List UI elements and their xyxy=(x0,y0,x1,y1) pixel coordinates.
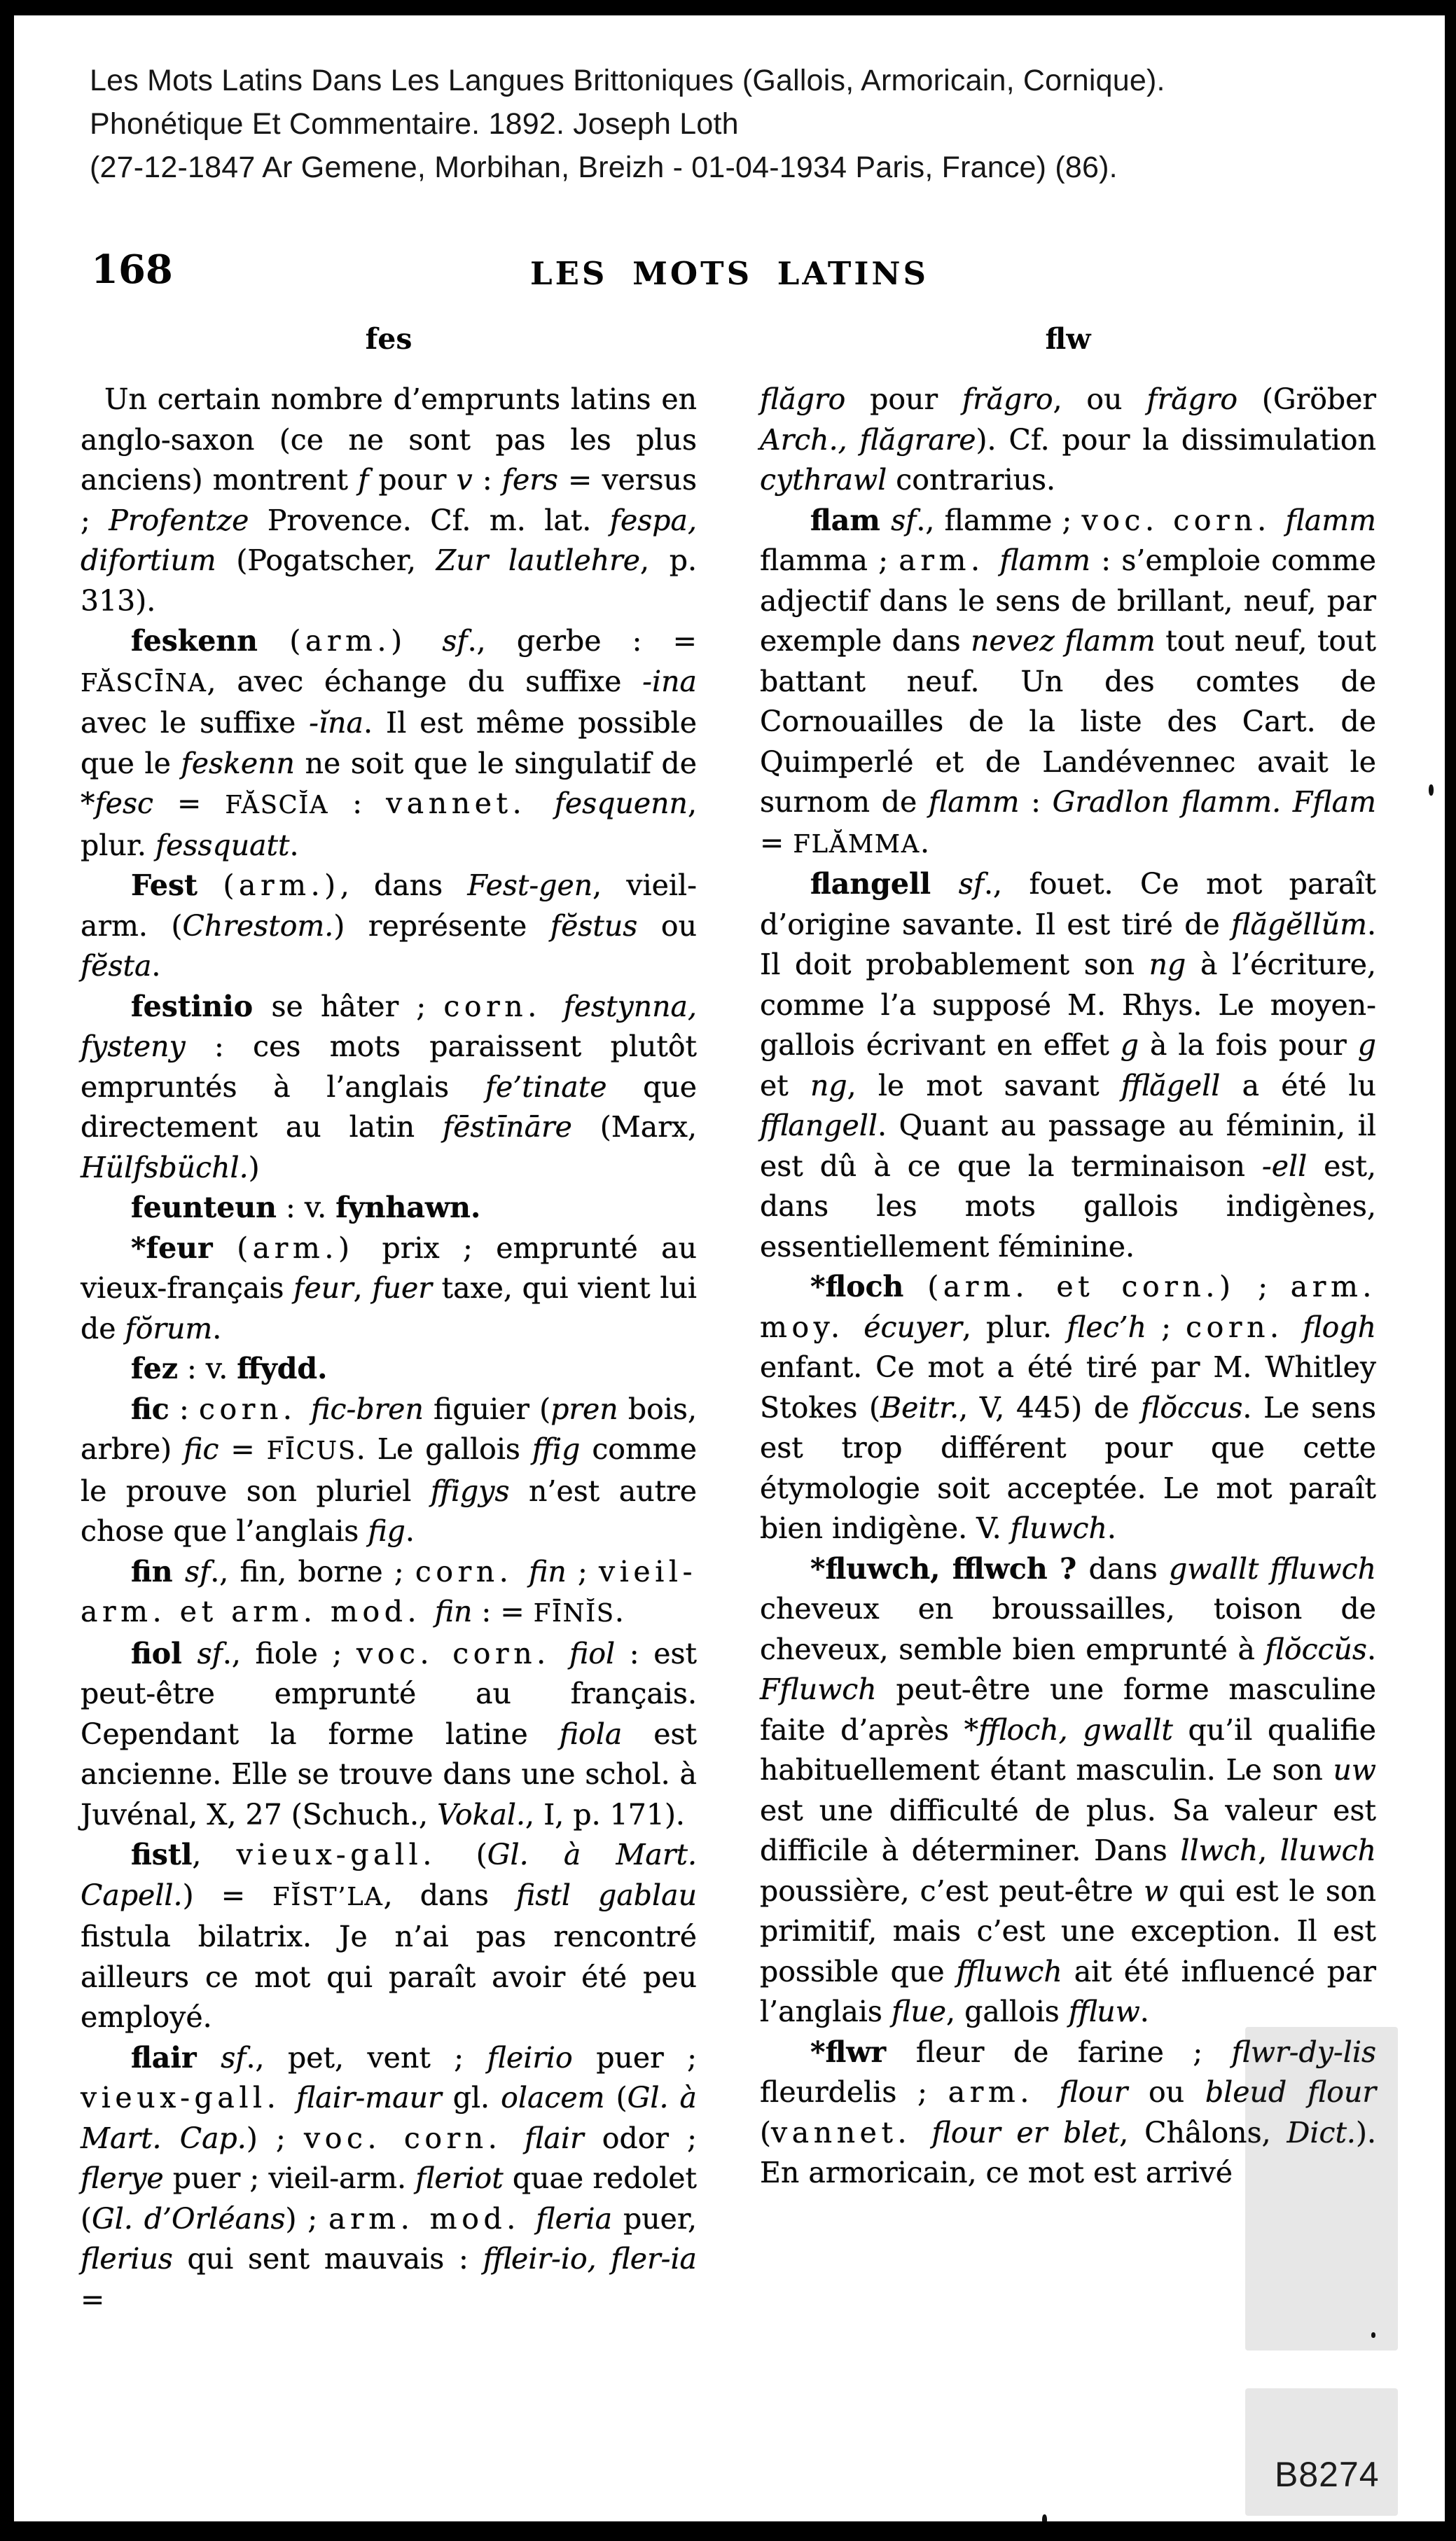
text-run: : xyxy=(328,787,387,820)
text-run: flerius xyxy=(81,2242,173,2276)
text-run: sf xyxy=(958,867,985,901)
text-run: pour xyxy=(845,382,962,416)
ink-speck xyxy=(1429,784,1434,796)
text-run: feur xyxy=(293,1271,354,1305)
text-run: f xyxy=(358,463,369,497)
text-run: . xyxy=(212,1311,222,1345)
text-run: = xyxy=(760,825,793,859)
text-run: fig xyxy=(368,1514,405,1548)
text-run: *floch xyxy=(810,1270,928,1303)
text-run: nevez flamm xyxy=(971,624,1156,658)
text-run: fluwch xyxy=(1010,1511,1107,1545)
text-run: que directement au latin xyxy=(81,1069,697,1144)
text-run: ., fin, borne ; xyxy=(210,1554,415,1588)
text-run: Ffluwch xyxy=(760,1673,877,1706)
text-run: voc. corn. xyxy=(356,1636,569,1670)
text-run: arm. xyxy=(948,2075,1060,2109)
text-run: = xyxy=(219,1432,267,1466)
text-run: pren xyxy=(550,1392,618,1426)
text-run: = xyxy=(81,2282,105,2316)
text-run: fesc xyxy=(95,787,153,820)
text-run: : xyxy=(472,463,502,497)
text-run: flŏccus xyxy=(1141,1390,1243,1425)
text-run: fic xyxy=(131,1392,169,1426)
text-run: , gallois xyxy=(946,1995,1069,2028)
text-run: ffluwch xyxy=(956,1954,1062,1988)
text-run: ) xyxy=(248,1150,260,1184)
entry-floch xyxy=(760,1267,1376,1549)
text-run: , p. 313). xyxy=(81,543,698,618)
text-run: arm. xyxy=(899,543,1000,577)
page xyxy=(14,15,1445,2521)
page-number: 168 xyxy=(91,247,173,293)
text-run: ; xyxy=(1146,1310,1186,1344)
text-run: peut-être une forme masculine faite d’après * xyxy=(760,1673,1376,1747)
text-run: fe’tinate xyxy=(485,1069,607,1104)
text-run: = xyxy=(153,787,226,820)
note-line-2: Phonétique Et Commentaire. 1892. Joseph Loth xyxy=(90,107,739,141)
text-run: ng xyxy=(1149,948,1186,981)
text-run: FĂSCĬA xyxy=(225,791,329,819)
text-run: , V, 445) de xyxy=(959,1390,1142,1425)
entry-flagro-continuation xyxy=(760,380,1376,501)
text-run: fesquenn xyxy=(554,787,688,820)
text-run: . Le gallois xyxy=(356,1432,532,1466)
text-run: . xyxy=(920,825,929,859)
text-run: taxe, qui vient lui de xyxy=(81,1271,697,1345)
text-run: puer ; xyxy=(572,2040,697,2075)
text-run: ; xyxy=(1235,1270,1291,1303)
text-run: fessquatt xyxy=(155,828,290,862)
text-run: flair xyxy=(131,2040,221,2075)
text-run: ). Cf. pour la dissimulation xyxy=(976,422,1376,457)
text-run: , vieil-arm. ( xyxy=(81,868,697,943)
text-run: voc. corn. xyxy=(1081,503,1286,537)
text-run: : xyxy=(1019,785,1053,819)
text-run: odor ; xyxy=(583,2121,697,2155)
text-run: sf xyxy=(442,624,468,658)
text-run: ; xyxy=(566,1554,599,1588)
text-run: est, dans les mots gallois indigènes, essentiellement féminine. xyxy=(760,1149,1376,1263)
column-right xyxy=(760,380,1376,2320)
text-run: avec le suffixe xyxy=(81,706,310,740)
text-run: se hâter ; xyxy=(271,989,444,1023)
text-run: Vokal. xyxy=(437,1797,526,1832)
text-run: vieux-gall. xyxy=(81,2081,296,2114)
text-run: , le mot savant xyxy=(847,1068,1121,1102)
text-run: flamm xyxy=(928,785,1020,819)
text-run: qu’il qualifie habituellement étant masculin. Le son xyxy=(760,1712,1376,1787)
text-run: gl. xyxy=(441,2081,501,2114)
text-run: prix ; emprunté au vieux-français xyxy=(81,1231,697,1305)
text-run: Provence. Cf. m. lat. xyxy=(249,503,610,537)
text-run: frăgro xyxy=(962,382,1053,416)
text-run: . xyxy=(405,1514,415,1548)
text-run: Gl. d’Orléans xyxy=(92,2201,286,2236)
text-run: voc. corn. xyxy=(304,2121,525,2155)
text-run: = versus ; xyxy=(81,463,698,537)
text-run: feskenn xyxy=(131,624,290,658)
text-run: *fluwch, fflwch ? xyxy=(810,1551,1089,1586)
text-run: : = xyxy=(472,1595,534,1628)
text-run: ou xyxy=(1128,2075,1205,2109)
text-run: feunteun xyxy=(131,1191,277,1224)
text-run: ) représente xyxy=(333,908,550,943)
text-run: fĕsta xyxy=(81,949,152,983)
text-run: fin xyxy=(529,1554,567,1588)
text-run: , plur. xyxy=(81,787,697,862)
text-run: *flwr xyxy=(810,2035,916,2069)
text-run: ( xyxy=(760,2115,771,2149)
bibliographic-note xyxy=(90,59,1378,189)
note-line-1: Les Mots Latins Dans Les Langues Brittoniques (Gallois, Armoricain, Cornique). xyxy=(90,64,1165,97)
text-run: fleriot xyxy=(415,2161,504,2195)
text-run: flangell xyxy=(810,867,959,901)
text-run: , ou xyxy=(1053,382,1147,416)
text-run: fespa, difortium xyxy=(81,503,697,577)
ink-speck xyxy=(1042,2514,1047,2521)
text-run: quae redolet ( xyxy=(81,2161,697,2236)
text-run: festinio xyxy=(131,989,272,1023)
text-run: flamm xyxy=(1285,503,1376,537)
text-run: Chrestom. xyxy=(182,908,334,943)
column-left xyxy=(81,380,697,2320)
text-run: ). En armoricain, ce mot est arrivé xyxy=(760,2115,1376,2189)
text-run: flŏccŭs xyxy=(1265,1632,1367,1666)
entry-fin xyxy=(81,1552,697,1634)
text-run: fleur de farine ; xyxy=(915,2035,1232,2069)
text-run: : v. xyxy=(178,1352,237,1385)
text-run: flamma ; xyxy=(760,543,899,577)
text-run: fēstīnāre xyxy=(443,1110,572,1144)
text-run: v xyxy=(456,463,473,497)
text-run: , plur. xyxy=(962,1310,1067,1344)
text-run: flogh xyxy=(1303,1310,1376,1344)
text-run: . xyxy=(1139,1995,1149,2028)
text-run: fistl xyxy=(131,1838,193,1871)
text-run: fynhawn. xyxy=(335,1191,481,1224)
text-run: , xyxy=(192,1838,237,1871)
text-run: Arch., flăgrare xyxy=(760,422,976,457)
text-run: flăgro xyxy=(760,382,846,416)
text-run: fuer xyxy=(372,1271,432,1305)
text-run: . xyxy=(151,949,161,983)
entry-fest xyxy=(81,866,697,987)
entry-flam xyxy=(760,501,1376,865)
text-run: à la fois pour xyxy=(1139,1028,1358,1062)
text-run: : ces mots paraissent plutôt empruntés à l’anglais xyxy=(81,1030,697,1104)
text-run: fic-bren xyxy=(311,1392,424,1426)
text-run: cheveux en broussailles, toison de cheveux, semble bien emprunté à xyxy=(760,1592,1376,1666)
text-run: ., fouet. Ce mot paraît d’origine savante. Il est tiré de xyxy=(760,867,1376,941)
text-run: fŏrum xyxy=(125,1311,213,1345)
running-title: LES MOTS LATINS xyxy=(529,255,929,292)
text-run: FĪNĬS xyxy=(533,1599,615,1628)
catchword-right: flw xyxy=(1045,322,1091,356)
text-run: Un certain nombre d’emprunts latins en anglo-saxon (ce ne sont pas les plus anciens) montrent xyxy=(81,382,697,497)
text-run: : v. xyxy=(276,1191,336,1224)
text-run: sf xyxy=(197,1636,223,1670)
text-run: ffig xyxy=(532,1432,581,1466)
text-run: fin xyxy=(434,1595,473,1628)
text-run: : est peut-être emprunté au français. Cependant la forme latine xyxy=(81,1636,697,1751)
text-run: , dans xyxy=(340,868,468,902)
text-run: flair xyxy=(525,2121,584,2155)
text-run: , I, p. 171). xyxy=(525,1797,685,1832)
text-run: uw xyxy=(1333,1753,1376,1787)
text-run: comme le prouve son pluriel xyxy=(81,1432,698,1508)
text-run: vieux-gall. xyxy=(236,1838,476,1871)
text-run: fiola xyxy=(559,1717,623,1751)
text-run: vieil-arm. et arm. mod. xyxy=(81,1554,697,1628)
text-run: ., flamme ; xyxy=(916,503,1082,537)
text-run: gwallt ffluwch xyxy=(1169,1551,1377,1586)
text-run: g xyxy=(1120,1028,1139,1062)
text-run: Beitr. xyxy=(880,1390,959,1425)
text-run: . xyxy=(1366,1632,1376,1666)
text-run: Fest xyxy=(131,868,223,902)
text-run: à l’écriture, comme l’a supposé M. Rhys. Le moyen-gallois écrivant en effet xyxy=(760,948,1377,1062)
entry-fluwch xyxy=(760,1549,1376,2033)
text-run: cythrawl xyxy=(760,463,887,497)
text-run: flerye xyxy=(81,2161,164,2195)
text-run: fflăgell xyxy=(1121,1068,1221,1102)
text-run: qui est le son primitif, mais c’est une exception. Il est possible que xyxy=(760,1874,1376,1988)
text-run: Dict. xyxy=(1287,2115,1356,2149)
text-run: lluwch xyxy=(1280,1834,1376,1867)
text-run: ) ; xyxy=(285,2201,329,2236)
text-run: (Pogatscher, xyxy=(216,543,436,577)
text-run: corn. xyxy=(198,1392,312,1426)
text-run: g xyxy=(1357,1028,1376,1062)
text-run: ) = xyxy=(182,1878,273,1912)
text-run: est ancienne. Elle se trouve dans une schol. à Juvénal, X, 27 (Schuch., xyxy=(81,1717,697,1832)
text-run: olacem xyxy=(501,2081,605,2114)
text-run: (Marx, xyxy=(571,1110,697,1144)
text-run: sf xyxy=(185,1554,211,1588)
text-run: , avec échange du suffixe xyxy=(207,664,643,698)
text-run: : s’emploie comme adjectif dans le sens de brillant, neuf, par exemple dans xyxy=(760,543,1376,658)
text-run: FĪCUS xyxy=(266,1436,356,1465)
text-run: FĂSCĪNA xyxy=(81,668,207,698)
text-run: flam xyxy=(810,503,892,537)
text-run: ffleir-io, fler-ia xyxy=(483,2242,698,2276)
text-run: sf xyxy=(221,2040,247,2075)
text-run: fleirio xyxy=(487,2040,573,2075)
text-run: (arm.) xyxy=(237,1231,382,1265)
text-run: . xyxy=(289,828,299,862)
entry-fiol xyxy=(81,1634,697,1836)
text-run: flec’h xyxy=(1067,1310,1147,1344)
text-run: Gl. à Mart. Cap. xyxy=(81,2081,698,2155)
text-run: a été lu xyxy=(1220,1068,1376,1102)
text-run: ( xyxy=(604,2081,628,2114)
text-run: (Gröber xyxy=(1237,382,1377,416)
text-run: ng xyxy=(810,1068,847,1102)
text-run: fic xyxy=(183,1432,219,1466)
text-run: flue xyxy=(891,1995,947,2028)
text-run: : xyxy=(169,1392,199,1426)
text-run: fflangell xyxy=(760,1109,878,1142)
text-run: . xyxy=(1107,1511,1116,1545)
text-run: flair-maur xyxy=(296,2081,442,2114)
text-run: , dans xyxy=(383,1878,517,1912)
text-run: corn. xyxy=(443,989,564,1023)
entry-festinio xyxy=(81,987,697,1189)
text-run: et xyxy=(760,1068,810,1102)
text-run: vannet. xyxy=(386,787,555,820)
text-run: , xyxy=(353,1271,373,1305)
text-run: *feur xyxy=(131,1231,237,1265)
text-run: ne soit que le singulatif de * xyxy=(81,746,698,820)
text-run: w xyxy=(1144,1874,1169,1908)
text-run: fistl gablau xyxy=(516,1878,697,1912)
text-run: fez xyxy=(131,1352,179,1385)
text-run: ., gerbe : = xyxy=(467,624,697,658)
text-run: contrarius. xyxy=(887,463,1056,497)
text-run: . Il doit probablement son xyxy=(760,907,1376,981)
entry-flwr xyxy=(760,2033,1376,2194)
text-run: FLĂMMA xyxy=(793,829,920,859)
text-run: fers xyxy=(501,463,558,497)
entry-intro-f-pour-v xyxy=(81,380,697,621)
text-run: corn. xyxy=(415,1554,529,1588)
text-run: (arm. et corn.) xyxy=(927,1270,1235,1303)
text-run: frăgro xyxy=(1146,382,1238,416)
text-run: ., fiole ; xyxy=(222,1636,357,1670)
text-run: flour er blet xyxy=(931,2115,1120,2149)
text-run: , Châlons, xyxy=(1119,2115,1287,2149)
text-run: ffydd. xyxy=(237,1352,328,1385)
text-run: Zur lautlehre xyxy=(436,543,640,577)
text-run: bois, arbre) xyxy=(81,1392,697,1466)
text-run: Gradlon flamm. Fflam xyxy=(1052,785,1376,819)
text-run: ., pet, vent ; xyxy=(246,2040,487,2075)
text-run: llwch xyxy=(1180,1834,1259,1867)
text-run: fleria xyxy=(536,2201,613,2236)
entry-fez xyxy=(81,1349,697,1390)
text-run: enfant. Ce mot a été tiré par M. Whitley Stokes ( xyxy=(760,1350,1376,1425)
text-run: fĕstus xyxy=(550,908,638,943)
scan-smudge-lower xyxy=(1245,2388,1398,2516)
text-run: . Quant au passage au féminin, il est dû à ce que la terminaison xyxy=(760,1109,1376,1183)
text-run: n’est autre chose que l’anglais xyxy=(81,1474,697,1548)
text-run: poussière, c’est peut-être xyxy=(760,1874,1144,1908)
entry-flangell xyxy=(760,864,1376,1267)
text-run: fiol xyxy=(569,1636,616,1670)
text-run: flamm xyxy=(999,543,1090,577)
text-run: fin xyxy=(131,1554,186,1588)
text-run: ffluw xyxy=(1068,1995,1140,2028)
text-run: , xyxy=(1258,1834,1280,1867)
text-run: flour xyxy=(1059,2075,1128,2109)
text-run: Gl. à Mart. Capell. xyxy=(81,1838,697,1912)
text-run: arm. moy. xyxy=(760,1270,1376,1344)
text-run: ffloch, gwallt xyxy=(978,1712,1173,1747)
text-run: vannet. xyxy=(771,2115,932,2149)
entry-feur xyxy=(81,1228,697,1350)
text-run: bleud flour xyxy=(1205,2075,1376,2109)
plate-number: B8274 xyxy=(1275,2455,1380,2494)
text-run: fistula bilatrix. Je n’ai pas rencontré ailleurs ce mot qui paraît avoir été peu employé. xyxy=(81,1920,697,2034)
text-run: sf xyxy=(891,503,917,537)
text-run: ou xyxy=(637,908,698,943)
text-run: -ĭna xyxy=(309,706,363,740)
text-run: Profentze xyxy=(109,503,249,537)
text-run: . Il est même possible que le xyxy=(81,706,697,780)
text-run: . Le sens est trop différent pour que cette étymologie soit acceptée. Le mot paraît bien indigène. V. xyxy=(760,1390,1376,1545)
entry-feunteun xyxy=(81,1188,697,1228)
text-run: feskenn xyxy=(181,746,295,780)
text-run: fleurdelis ; xyxy=(760,2075,948,2109)
entry-fistl xyxy=(81,1835,697,2038)
text-run: festynna, fysteny xyxy=(81,989,697,1063)
text-run: -ina xyxy=(642,664,697,698)
entry-fic xyxy=(81,1390,697,1552)
text-run: ( xyxy=(476,1838,487,1871)
ink-speck xyxy=(1371,2332,1375,2338)
text-run: figuier ( xyxy=(423,1392,551,1426)
text-run: Fest-gen xyxy=(467,868,593,902)
text-run: flwr-dy-lis xyxy=(1231,2035,1376,2069)
text-run: . xyxy=(614,1595,624,1628)
text-run: FĬST’LA xyxy=(272,1882,384,1911)
text-columns xyxy=(81,380,1376,2320)
text-run: corn. xyxy=(1186,1310,1303,1344)
text-run: dans xyxy=(1088,1551,1170,1586)
text-run: est une difficulté de plus. Sa valeur est difficile à déterminer. Dans xyxy=(760,1793,1376,1867)
text-run: puer ; vieil-arm. xyxy=(163,2161,416,2195)
text-run: (arm.) xyxy=(289,624,443,658)
text-run: écuyer xyxy=(864,1310,962,1344)
text-run: -ell xyxy=(1261,1149,1308,1183)
entry-flair xyxy=(81,2038,697,2320)
text-run: flăgĕllŭm xyxy=(1231,907,1367,941)
text-run: (arm.) xyxy=(223,868,340,902)
text-run: tout neuf, tout battant neuf. Un des comtes de Cornouailles de la liste des Cart. de Quimperlé et de Landévennec avait le surnom de xyxy=(760,624,1376,819)
text-run: pour xyxy=(368,463,457,497)
text-run: arm. mod. xyxy=(328,2201,536,2236)
text-run: ffigys xyxy=(430,1474,510,1508)
text-run: puer, xyxy=(612,2201,698,2236)
text-run: fiol xyxy=(131,1636,197,1670)
entry-feskenn xyxy=(81,621,697,866)
text-run: Hülfsbüchl. xyxy=(81,1150,249,1184)
note-line-3: (27-12-1847 Ar Gemene, Morbihan, Breizh - 01-04-1934 Paris, France) (86). xyxy=(90,151,1118,184)
text-run: qui sent mauvais : xyxy=(172,2242,483,2276)
text-run: ) ; xyxy=(246,2121,304,2155)
text-run: ait été influencé par l’anglais xyxy=(760,1954,1376,2028)
catchword-left: fes xyxy=(365,322,412,356)
